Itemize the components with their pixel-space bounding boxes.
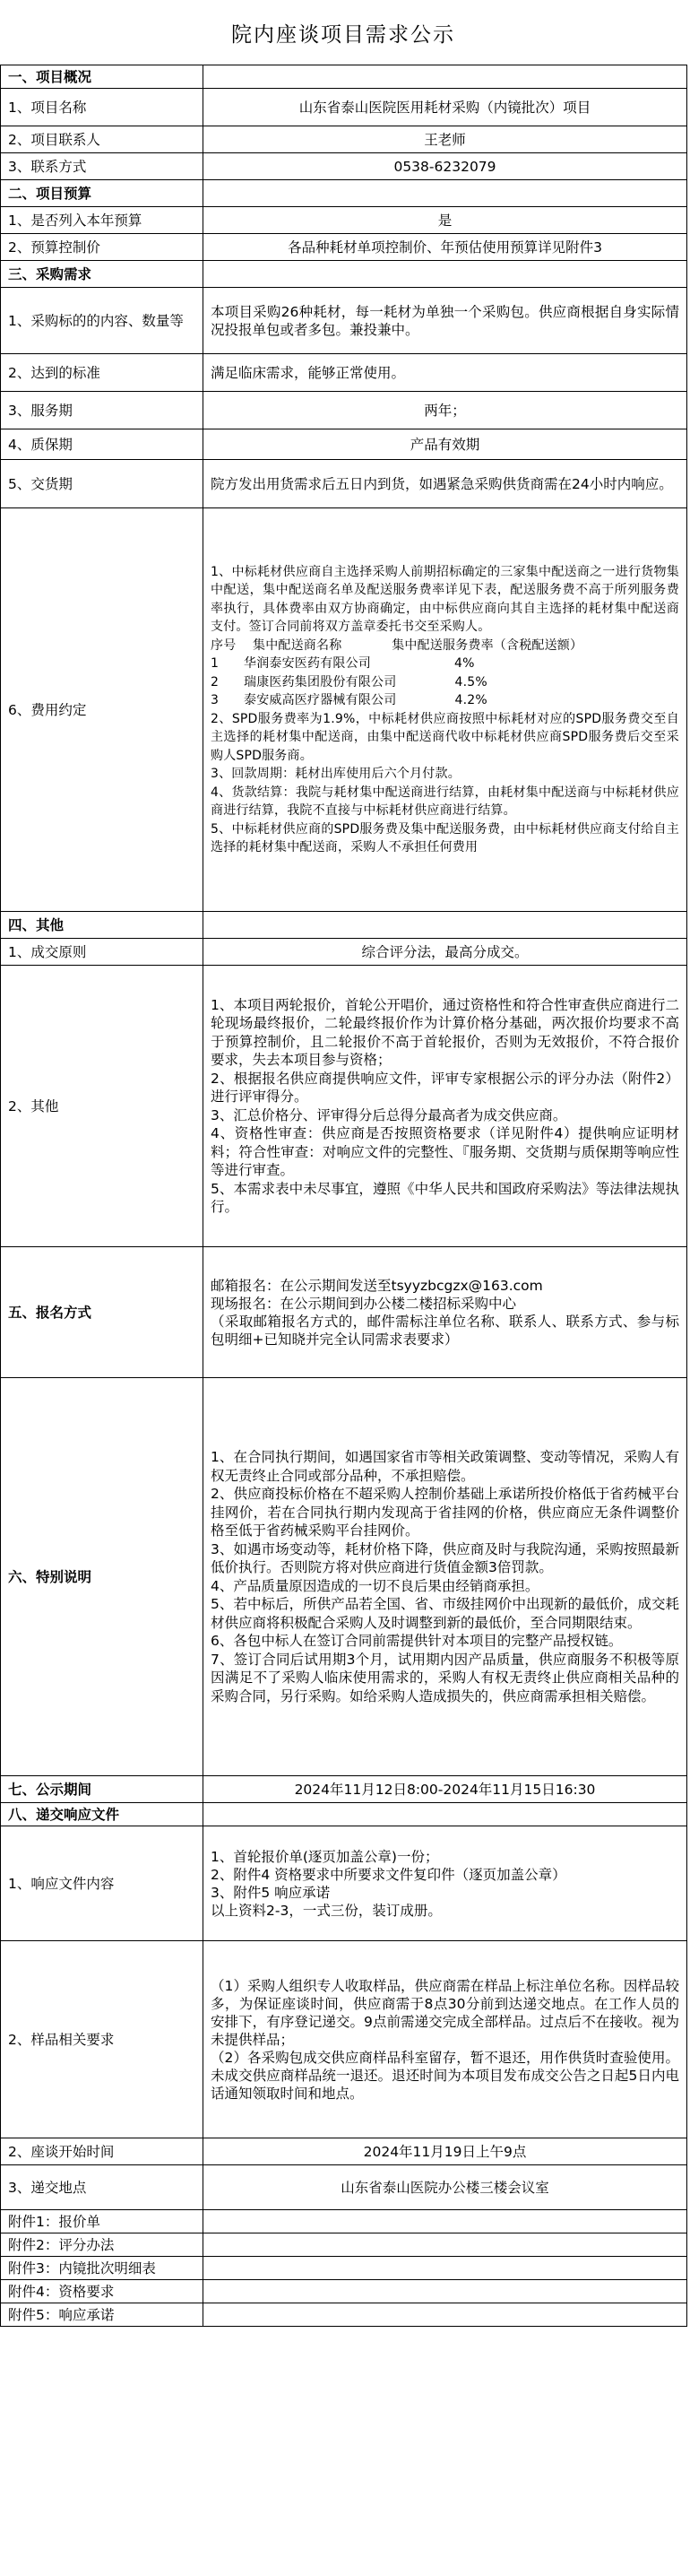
row-value: 1、中标耗材供应商自主选择采购人前期招标确定的三家集中配送商之一进行货物集中配送，集中配送商名单及配送服务费率详见下表，配送服务费不高于所列服务费率执行，具体费率由双方协商确定，由中标供应商向其自主选择的耗材集中配送商支付。签订合同前将双方盖章委托书交至采购人。 序号 集中配送商名称 集中配送服务费率（含税配送额） 1 华润泰安医药有限公司 4% 2 瑞康医药集团股份有限公司 4.5% 3 泰安威高医疗器械有限公司 4.2% 2、SPD服务费率为1.9%，中标耗材供应商按照中标耗材对应的SPD服务费交至自主选择的耗材集中配送商，由集中配送商代收中标耗材供应商SPD服务费后交至采购人SPD服务商。 3、回款周期：耗材出库使用后六个月付款。 4、货款结算：我院与耗材集中配送商进行结算，由耗材集中配送商与中标耗材供应商进行结算，我院不直接与中标耗材供应商进行结算。 5、中标耗材供应商的SPD服务费及集中配送服务费，由中标耗材供应商支付给自主选择的耗材集中配送商，采购人不承担任何费用 — [203, 508, 687, 912]
table-row — [1, 288, 687, 354]
row-value: 王老师 — [203, 126, 687, 153]
row-label: 1、是否列入本年预算 — [1, 207, 203, 234]
row-value: 是 — [203, 207, 687, 234]
section-heading: 六、特别说明 — [1, 1378, 203, 1776]
row-value: （1）采购人组织专人收取样品，供应商需在样品上标注单位名称。因样品较多，为保证座谈时间，供应商需于8点30分前到达递交地点。在工作人员的安排下，有序登记递交。9点前需递交完成全部样品。过点后不在接收。视为未提供样品； （2）各采购包成交供应商样品科室留存，暂不退还，用作供货时查验使用。未成交供应商样品统一退还。退还时间为本项目发布成交公告之日起5日内电话通知领取时间和地点。 — [203, 1941, 687, 2138]
row-label: 2、样品相关要求 — [1, 1941, 203, 2138]
row-value: 山东省泰山医院办公楼三楼会议室 — [203, 2165, 687, 2210]
attachment-label: 附件3：内镜批次明细表 — [1, 2257, 203, 2280]
table-row — [1, 1378, 687, 1776]
attachment-row — [1, 2303, 687, 2327]
row-value: 1、首轮报价单(逐页加盖公章)一份； 2、附件4 资格要求中所要求文件复印件（逐页加盖公章） 3、附件5 响应承诺 以上资料2-3，一式三份，装订成册。 — [203, 1826, 687, 1941]
row-label: 5、交货期 — [1, 460, 203, 508]
section-row — [1, 65, 687, 89]
row-value: 山东省泰山医院医用耗材采购（内镜批次）项目 — [203, 89, 687, 126]
table-row — [1, 354, 687, 392]
attachment-row — [1, 2257, 687, 2280]
row-label: 1、成交原则 — [1, 939, 203, 966]
row-value: 两年； — [203, 392, 687, 429]
row-label: 3、联系方式 — [1, 153, 203, 180]
table-row — [1, 207, 687, 234]
row-label: 4、质保期 — [1, 429, 203, 460]
table-row — [1, 392, 687, 429]
attachment-label: 附件5：响应承诺 — [1, 2303, 203, 2327]
requirements-table — [0, 65, 687, 2327]
table-row — [1, 1776, 687, 1803]
row-value: 产品有效期 — [203, 429, 687, 460]
row-label: 2、预算控制价 — [1, 234, 203, 261]
attachment-label: 附件2：评分办法 — [1, 2233, 203, 2257]
row-label: 2、其他 — [1, 966, 203, 1247]
section-row — [1, 261, 687, 288]
row-value: 满足临床需求，能够正常使用。 — [203, 354, 687, 392]
section-row — [1, 1803, 687, 1826]
row-value: 0538-6232079 — [203, 153, 687, 180]
table-row — [1, 2138, 687, 2165]
table-row — [1, 966, 687, 1247]
section-heading: 八、递交响应文件 — [1, 1803, 203, 1826]
row-label: 1、响应文件内容 — [1, 1826, 203, 1941]
attachment-row — [1, 2280, 687, 2303]
section-heading: 一、项目概况 — [1, 65, 203, 89]
row-label: 1、项目名称 — [1, 89, 203, 126]
table-row — [1, 939, 687, 966]
section-row — [1, 180, 687, 207]
table-row — [1, 126, 687, 153]
table-row — [1, 460, 687, 508]
row-value: 各品种耗材单项控制价、年预估使用预算详见附件3 — [203, 234, 687, 261]
attachment-label: 附件4：资格要求 — [1, 2280, 203, 2303]
attachment-label: 附件1：报价单 — [1, 2210, 203, 2233]
row-label: 3、服务期 — [1, 392, 203, 429]
table-row — [1, 1247, 687, 1378]
table-row — [1, 89, 687, 126]
row-label: 2、达到的标准 — [1, 354, 203, 392]
row-label: 3、递交地点 — [1, 2165, 203, 2210]
row-label: 1、采购标的的内容、数量等 — [1, 288, 203, 354]
row-value: 综合评分法，最高分成交。 — [203, 939, 687, 966]
row-value: 1、在合同执行期间，如遇国家省市等相关政策调整、变动等情况，采购人有权无责终止合同或部分品种，不承担赔偿。 2、供应商投标价格在不超采购人控制价基础上承诺所投价格低于省药械平台挂网价，若在合同执行期内发现高于省挂网的价格，供应商应无条件调整价格至低于省药械采购平台挂网价。 3、如遇市场变动等，耗材价格下降，供应商及时与我院沟通，采购按照最新低价执行。否则院方将对供应商进行货值金额3倍罚款。 4、产品质量原因造成的一切不良后果由经销商承担。 5、若中标后，所供产品若全国、省、市级挂网价中出现新的最低价，成交耗材供应商将积极配合采购人及时调整到新的最低价，至合同期限结束。 6、各包中标人在签订合同前需提供针对本项目的完整产品授权链。 7、签订合同后试用期3个月，试用期内因产品质量，供应商服务不积极等原因满足不了采购人临床使用需求的，采购人有权无责终止供应商相关品种的采购合同，另行采购。如给采购人造成损失的，供应商需承担相关赔偿。 — [203, 1378, 687, 1776]
section-row — [1, 912, 687, 939]
row-label: 6、费用约定 — [1, 508, 203, 912]
table-row — [1, 234, 687, 261]
section-heading: 五、报名方式 — [1, 1247, 203, 1378]
table-row — [1, 153, 687, 180]
row-value: 邮箱报名：在公示期间发送至tsyyzbcgzx@163.com 现场报名：在公示期间到办公楼二楼招标采购中心 （采取邮箱报名方式的，邮件需标注单位名称、联系人、联系方式、参与标包明细+已知晓并完全认同需求表要求） — [203, 1247, 687, 1378]
section-heading: 三、采购需求 — [1, 261, 203, 288]
row-value: 2024年11月12日8:00-2024年11月15日16:30 — [203, 1776, 687, 1803]
table-row — [1, 2165, 687, 2210]
row-label: 2、座谈开始时间 — [1, 2138, 203, 2165]
page-title: 院内座谈项目需求公示 — [231, 22, 455, 47]
row-value: 1、本项目两轮报价，首轮公开唱价，通过资格性和符合性审查供应商进行二轮现场最终报价，二轮最终报价作为计算价格分基础，两次报价均要求不高于预算控制价，且二轮报价不高于首轮报价，否则为无效报价，不符合报价要求，失去本项目参与资格； 2、根据报名供应商提供响应文件，评审专家根据公示的评分办法（附件2）进行评审得分。 3、汇总价格分、评审得分后总得分最高者为成交供应商。 4、资格性审查：供应商是否按照资格要求（详见附件4）提供响应证明材料；符合性审查：对响应文件的完整性、『服务期、交货期与质保期等响应性等进行审查。 5、本需求表中未尽事宜，遵照《中华人民共和国政府采购法》等法律法规执行。 — [203, 966, 687, 1247]
attachment-row — [1, 2233, 687, 2257]
table-row — [1, 1826, 687, 1941]
row-value: 院方发出用货需求后五日内到货，如遇紧急采购供货商需在24小时内响应。 — [203, 460, 687, 508]
section-heading: 四、其他 — [1, 912, 203, 939]
row-value: 2024年11月19日上午9点 — [203, 2138, 687, 2165]
table-row — [1, 429, 687, 460]
row-value: 本项目采购26种耗材，每一耗材为单独一个采购包。供应商根据自身实际情况投报单包或者多包。兼投兼中。 — [203, 288, 687, 354]
section-heading: 七、公示期间 — [1, 1776, 203, 1803]
table-row — [1, 1941, 687, 2138]
attachment-row — [1, 2210, 687, 2233]
section-heading: 二、项目预算 — [1, 180, 203, 207]
row-label: 2、项目联系人 — [1, 126, 203, 153]
table-row — [1, 508, 687, 912]
